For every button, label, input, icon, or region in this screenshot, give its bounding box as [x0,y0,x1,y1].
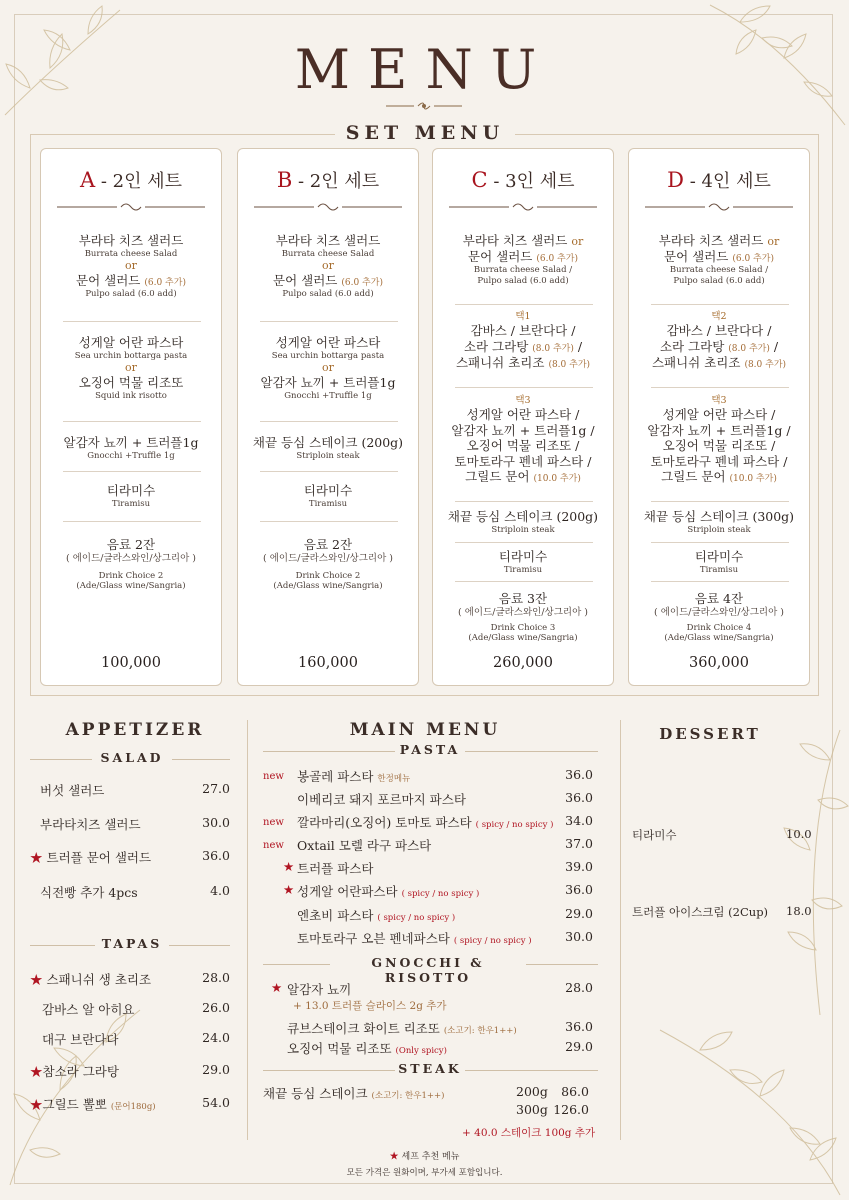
card-flourish-icon [254,201,402,213]
pasta-heading: PASTA [395,742,465,757]
divider [651,304,789,305]
course-item: 성게알 어란 파스타 Sea urchin bottarga pasta or 알감자 뇨끼 + 트러플1g Gnocchi +Truffle 1g [260,335,396,401]
divider [63,521,201,522]
card-flourish-icon [645,201,793,213]
new-badge: new [263,817,284,828]
card-title [629,167,809,193]
column-divider [620,720,621,1140]
course-item: 티라미수 Tiramisu [694,549,744,575]
steak-heading: STEAK [395,1061,465,1076]
course-item: 성게알 어란 파스타 Sea urchin bottarga pasta or 오징어 먹물 리조또 Squid ink risotto [74,335,188,401]
menu-item: 감바스 알 아히요 26.0 [42,1000,230,1017]
course-item: 택1 감바스 / 브란다다 / 소라 그라탕 (8.0 추가) / 스패니쉬 초리조 (8.0 추가) [455,311,591,370]
menu-item-addon: + 40.0 스테이크 100g 추가 [462,1127,596,1139]
course-item: 알감자 뇨끼 + 트러플1g Gnocchi +Truffle 1g [63,435,199,461]
divider [651,581,789,582]
course-item: 택3 성게알 어란 파스타 / 알감자 뇨끼 + 트러플1g / 오징어 먹물 리조또 / 토마토라구 펜네 파스타 / 그릴드 문어 (10.0 추가) [451,395,595,485]
course-item: 채끝 등심 스테이크 (300g) Striploin steak [643,509,795,535]
set-name: - 4인 세트 [689,171,771,192]
appetizer-heading: APPETIZER [65,720,205,740]
divider [651,542,789,543]
star-icon: ★ [30,850,43,865]
divider [260,471,398,472]
course-item: 부라타 치즈 샐러드 Burrata cheese Salad or 문어 샐러드 (6.0 추가) Pulpo salad (6.0 add) [273,233,383,300]
course-item: 채끝 등심 스테이크 (200g) Striploin steak [252,435,404,461]
course-item: 음료 4잔 ( 에이드/글라스와인/상그리아 ) Drink Choice 4 (Ade/Glass wine/Sangria) [654,591,784,644]
divider [651,501,789,502]
column-divider [247,720,248,1140]
course-item: 부라타 치즈 샐러드 or 문어 샐러드 (6.0 추가) Burrata cheese Salad / Pulpo salad (6.0 add) [462,233,584,286]
menu-item: 버섯 샐러드 27.0 [40,781,230,798]
card-flourish-icon [57,201,205,213]
card-title [238,167,418,193]
star-icon: ★ [30,1064,43,1079]
course-item: 택2 감바스 / 브란다다 / 소라 그라탕 (8.0 추가) / 스패니쉬 초리조 (8.0 추가) [651,311,787,370]
set-card-d [628,148,810,686]
menu-item: ★ 트러플 문어 샐러드 36.0 [30,848,230,865]
divider [63,471,201,472]
star-icon: ★ [271,980,283,995]
course-item: 택3 성게알 어란 파스타 / 알감자 뇨끼 + 트러플1g / 오징어 먹물 리조또 / 토마토라구 펜네 파스타 / 그릴드 문어 (10.0 추가) [647,395,791,485]
divider [455,501,593,502]
set-letter: B [276,168,293,192]
divider [455,542,593,543]
set-name: - 3인 세트 [493,171,575,192]
set-price: 160,000 [298,655,358,671]
divider [455,387,593,388]
divider [455,304,593,305]
price-notice: 모든 가격은 원화이며, 부가세 포함입니다. [346,1168,503,1178]
new-badge: new [263,771,284,782]
menu-item: ★ 스패니쉬 생 초리조 28.0 [30,970,230,987]
menu-item: 대구 브란다다 24.0 [42,1030,230,1047]
title-flourish-icon [384,100,464,112]
leaf-ornament-dessert [740,720,849,1020]
menu-item: ★그릴드 뽈뽀 (문어180g) 54.0 [30,1095,230,1112]
chef-recommendation-legend: ★ 셰프 추천 메뉴 [389,1152,460,1162]
card-flourish-icon [449,201,597,213]
divider [455,581,593,582]
star-icon: ★ [30,972,43,987]
dessert-heading: DESSERT [659,725,761,743]
divider [63,321,201,322]
divider [260,521,398,522]
set-price: 100,000 [101,655,161,671]
menu-item: new Oxtail 모렐 라구 파스타 37.0 [263,836,593,853]
menu-item: new 깔라마리(오징어) 토마토 파스타 ( spicy / no spicy ) 34.0 [263,813,593,830]
divider [260,421,398,422]
menu-item-addon: + 13.0 트러플 슬라이스 2g 추가 [293,1000,447,1012]
divider [63,421,201,422]
gnocchi-risotto-heading: GNOCCHI & RISOTTO [330,955,526,985]
menu-item: 식전빵 추가 4pcs 4.0 [40,883,230,900]
set-card-a [40,148,222,686]
menu-item: 트러플 아이스크림 (2Cup) 18.0 [632,904,812,919]
star-icon: ★ [283,882,295,897]
star-icon: ★ [389,1152,399,1162]
menu-item: ★참소라 그라탕 29.0 [30,1062,230,1079]
set-name: - 2인 세트 [100,171,183,192]
set-name: - 2인 세트 [298,171,380,192]
menu-item: 부라타치즈 샐러드 30.0 [40,815,230,832]
page-title: MENU [294,38,555,101]
menu-item: 티라미수 10.0 [632,827,812,842]
set-letter: A [79,168,96,192]
divider [260,321,398,322]
course-item: 음료 3잔 ( 에이드/글라스와인/상그리아 ) Drink Choice 3 (Ade/Glass wine/Sangria) [458,591,588,644]
set-card-b [237,148,419,686]
divider [651,387,789,388]
course-item: 티라미수 Tiramisu [106,483,156,509]
set-price: 260,000 [493,655,553,671]
course-item: 채끝 등심 스테이크 (200g) Striploin steak [447,509,599,535]
set-letter: C [471,168,488,192]
main-menu-heading: MAIN MENU [349,720,501,740]
course-item: 음료 2잔 ( 에이드/글라스와인/상그리아 ) Drink Choice 2 (Ade/Glass wine/Sangria) [66,537,196,592]
tapas-heading: TAPAS [95,936,169,951]
menu-item: new 봉골레 파스타 한정메뉴 36.0 [263,767,593,784]
menu-item: 채끝 등심 스테이크 (소고기: 한우1++) 200g 86.0 [263,1084,589,1101]
set-card-c [432,148,614,686]
course-item: 부라타 치즈 샐러드 or 문어 샐러드 (6.0 추가) Burrata cheese Salad / Pulpo salad (6.0 add) [658,233,780,286]
set-menu-heading: SET MENU [335,122,515,144]
course-item: 부라타 치즈 샐러드 Burrata cheese Salad or 문어 샐러드 (6.0 추가) Pulpo salad (6.0 add) [76,233,186,300]
course-item: 티라미수 Tiramisu [498,549,548,575]
set-price: 360,000 [689,655,749,671]
card-title [433,167,613,193]
salad-heading: SALAD [92,750,172,765]
star-icon: ★ [283,859,295,874]
set-letter: D [667,168,684,192]
course-item: 티라미수 Tiramisu [303,483,353,509]
card-title [41,167,221,193]
new-badge: new [263,840,284,851]
star-icon: ★ [30,1097,43,1112]
course-item: 음료 2잔 ( 에이드/글라스와인/상그리아 ) Drink Choice 2 (Ade/Glass wine/Sangria) [263,537,393,592]
